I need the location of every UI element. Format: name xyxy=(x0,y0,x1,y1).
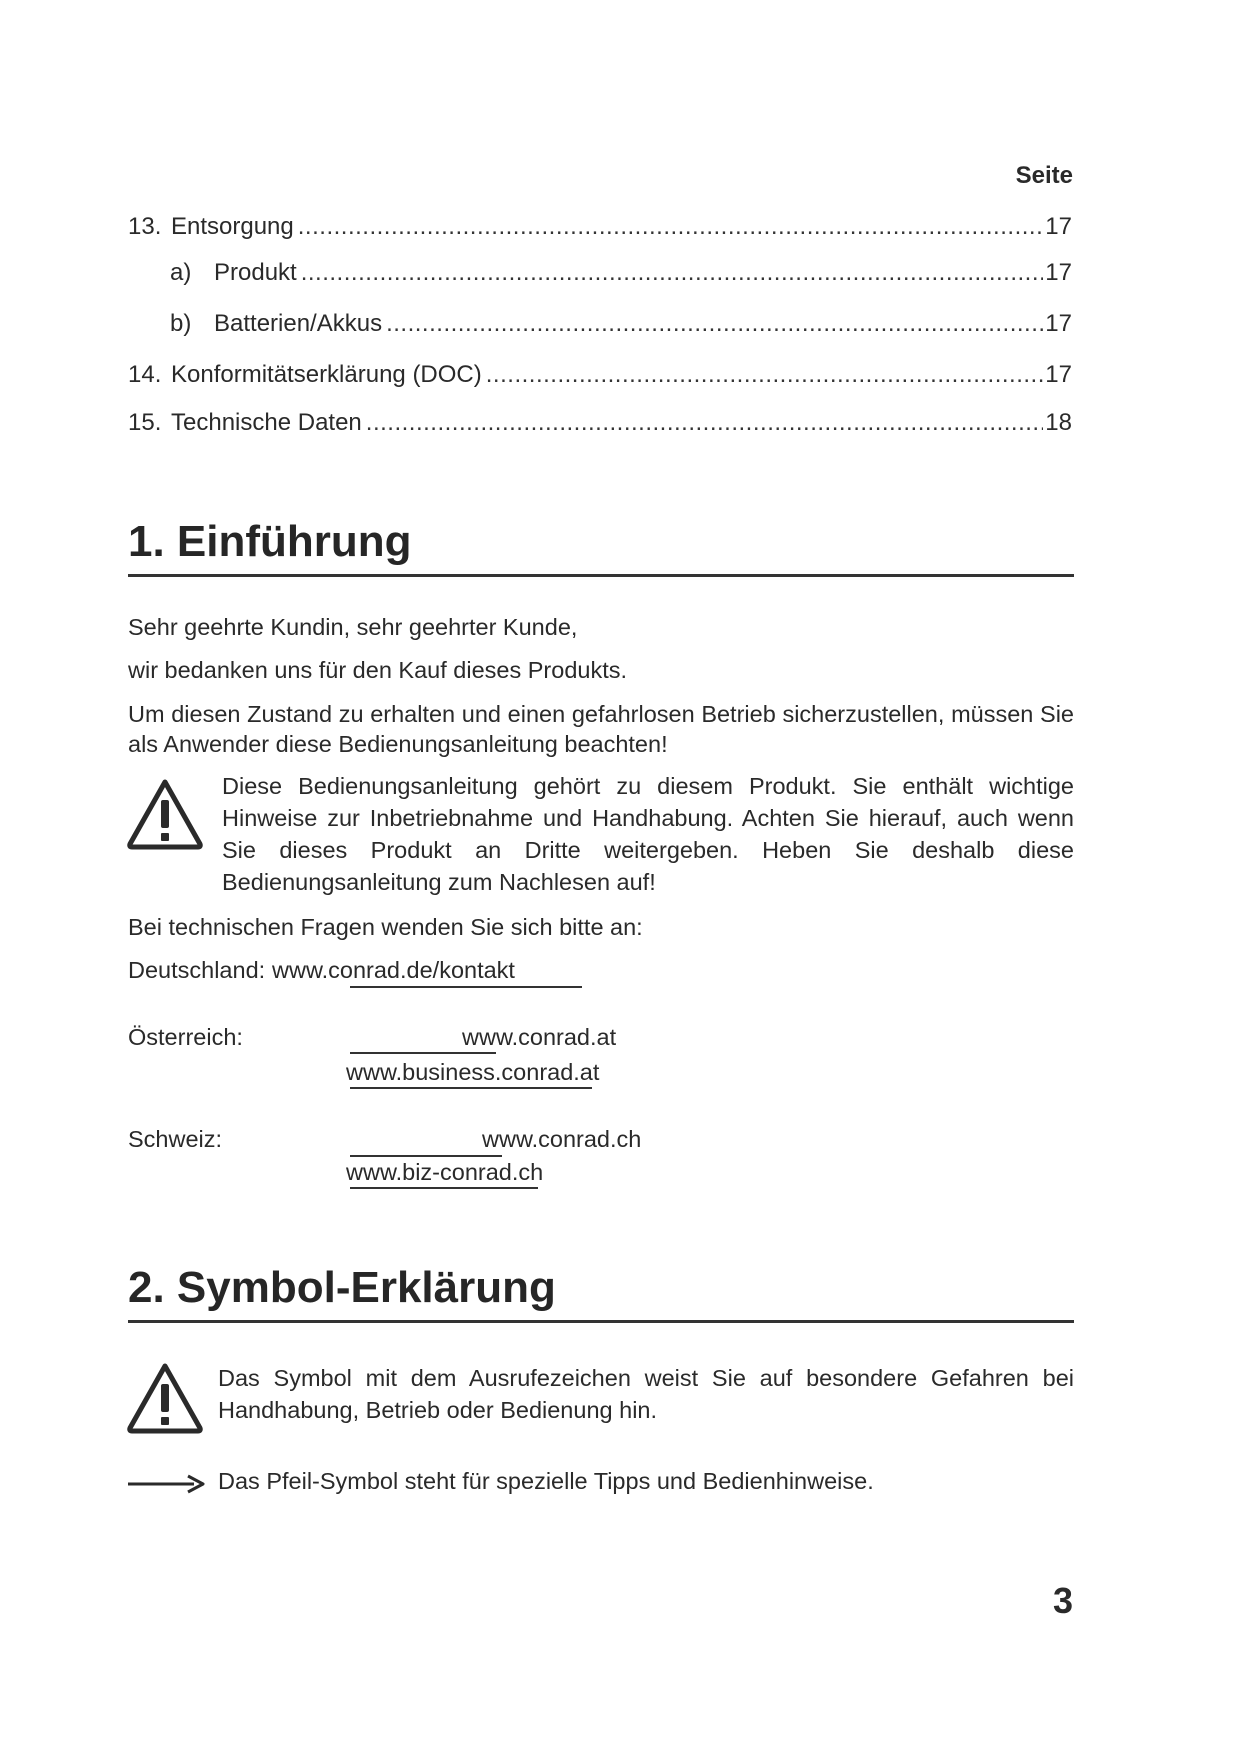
underline xyxy=(350,986,582,988)
arrow-symbol-text: Das Pfeil-Symbol steht für spezielle Tipps und Bedienhinweise. xyxy=(218,1468,874,1494)
underline xyxy=(350,1087,592,1089)
intro-text: Um diesen Zustand zu erhalten und einen gefahrlosen Betrieb sicherzustellen, müssen Sie als Anwender diese Bedienungsanleitung beachten! xyxy=(128,701,1074,757)
toc-entry[interactable] xyxy=(128,210,1072,244)
section-heading-introduction: 1. Einführung xyxy=(128,516,1074,577)
toc-entry[interactable] xyxy=(128,406,1072,440)
toc-entry-title: Konformitätserklärung (DOC) xyxy=(171,361,482,388)
thanks-text: wir bedanken uns für den Kauf dieses Produkts. xyxy=(128,657,628,683)
toc-entry-title: Entsorgung xyxy=(171,213,294,240)
link-biz-conrad-ch[interactable]: www.biz-conrad.ch xyxy=(346,1159,544,1185)
link-conrad-at[interactable]: www.conrad.at xyxy=(462,1024,617,1050)
warning-icon xyxy=(126,1362,204,1434)
link-conrad-ch[interactable]: www.conrad.ch xyxy=(482,1126,642,1152)
link-conrad-de[interactable]: www.conrad.de/kontakt xyxy=(272,957,515,983)
toc-entry[interactable] xyxy=(170,256,1072,290)
toc-leader-dots xyxy=(366,406,1044,440)
toc-leader-dots xyxy=(486,358,1044,392)
country-label-germany: Deutschland: xyxy=(128,957,266,983)
toc-entry-page: 17 xyxy=(1045,213,1072,240)
toc-page-header: Seite xyxy=(1015,162,1073,189)
toc-leader-dots xyxy=(301,256,1044,290)
exclamation-symbol-text: Das Symbol mit dem Ausrufezeichen weist Sie auf besondere Gefahren bei Handhabung, Betrieb oder Bedienung hin. xyxy=(218,1365,1074,1423)
questions-text: Bei technischen Fragen wenden Sie sich bitte an: xyxy=(128,914,643,940)
arrow-right-icon xyxy=(128,1472,206,1496)
underline xyxy=(350,1187,538,1189)
toc-entry-page: 18 xyxy=(1045,409,1072,436)
section-heading-symbols: 2. Symbol-Erklärung xyxy=(128,1262,1074,1323)
warning-icon xyxy=(126,778,204,850)
underline xyxy=(350,1052,496,1054)
warning-text: Diese Bedienungsanleitung gehört zu diesem Produkt. Sie enthält wichtige Hinweise zur Inbetriebnahme und Handhabung. Achten Sie hierauf, auch wenn Sie dieses Produkt an Dritte weitergeben. Heben Sie deshalb diese Bedienungsanleitung zum Nachlesen auf! xyxy=(222,773,1074,895)
toc-leader-dots xyxy=(298,210,1044,244)
toc-entry-title: Technische Daten xyxy=(171,409,362,436)
toc-entry-number: b) xyxy=(170,310,192,337)
toc-entry[interactable] xyxy=(170,307,1072,341)
country-label-switzerland: Schweiz: xyxy=(128,1126,223,1152)
toc-entry-number: 15. xyxy=(128,409,162,436)
toc-entry-title: Produkt xyxy=(214,259,297,286)
link-business-conrad-at[interactable]: www.business.conrad.at xyxy=(346,1059,600,1085)
toc-leader-dots xyxy=(386,307,1043,341)
toc-entry-page: 17 xyxy=(1045,361,1072,388)
toc-entry-number: a) xyxy=(170,259,192,286)
toc-entry-title: Batterien/Akkus xyxy=(214,310,383,337)
toc-entry-page: 17 xyxy=(1045,310,1072,337)
page-number: 3 xyxy=(1052,1580,1073,1621)
toc-entry-page: 17 xyxy=(1045,259,1072,286)
toc-entry-number: 14. xyxy=(128,361,162,388)
country-label-austria: Österreich: xyxy=(128,1024,243,1050)
toc-entry[interactable] xyxy=(128,358,1072,392)
greeting-text: Sehr geehrte Kundin, sehr geehrter Kunde, xyxy=(128,614,578,640)
toc-entry-number: 13. xyxy=(128,213,162,240)
